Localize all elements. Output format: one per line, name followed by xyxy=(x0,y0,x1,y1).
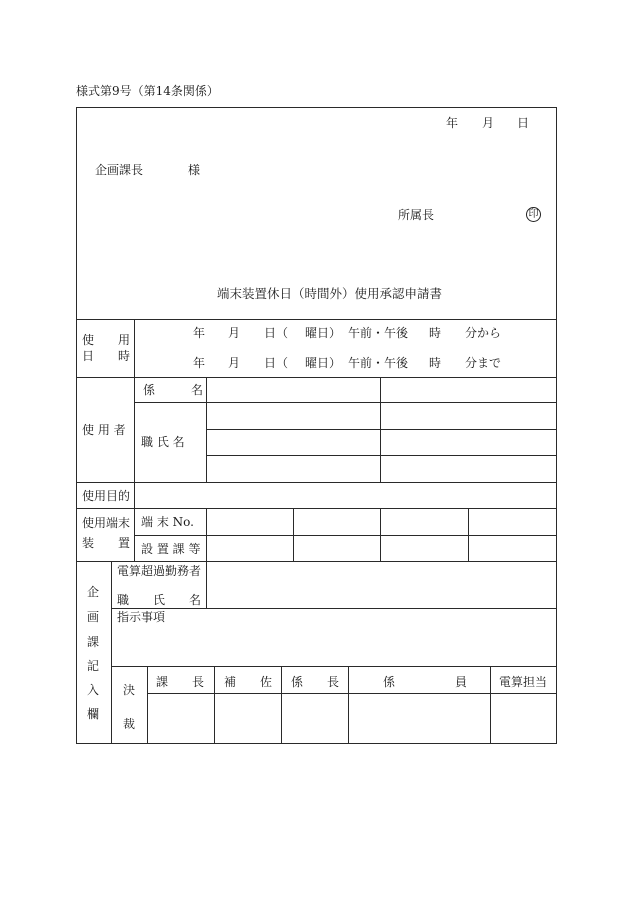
terminal-label-2: 装 置 xyxy=(82,536,131,550)
from-weekday: 曜日） xyxy=(305,326,342,340)
to-suffix: 分まで xyxy=(465,356,502,370)
page-title: 端末装置休日（時間外）使用承認申請書 xyxy=(217,286,443,301)
date-year-label: 年 xyxy=(446,116,459,130)
from-month: 月 xyxy=(228,326,241,340)
approval-col-section-chief: 課 長 xyxy=(156,675,205,689)
to-weekday: 曜日） xyxy=(305,356,342,370)
to-year: 年 xyxy=(193,356,206,370)
installation-dept-label: 設 置 課 等 xyxy=(141,542,201,556)
planning-label-char-1: 企 xyxy=(87,585,100,599)
usage-datetime-label-1: 使 用 xyxy=(82,333,131,347)
approval-col-computing: 電算担当 xyxy=(499,675,548,689)
from-year: 年 xyxy=(193,326,206,340)
planning-label-char-4: 記 xyxy=(87,659,100,673)
purpose-label: 使用目的 xyxy=(82,489,131,503)
addressee: 企画課長 xyxy=(95,163,144,177)
addressee-honorific: 様 xyxy=(188,163,201,177)
planning-label-char-3: 課 xyxy=(87,635,100,649)
usage-datetime-label-2: 日 時 xyxy=(82,349,131,363)
planning-label-char-2: 画 xyxy=(87,610,100,624)
terminal-label-1: 使用端末 xyxy=(82,516,131,530)
date-month-label: 月 xyxy=(482,116,495,130)
approval-col-subsection-chief: 係 長 xyxy=(291,675,340,689)
section-name-label: 係 名 xyxy=(143,383,204,397)
to-ampm: 午前・午後 xyxy=(348,356,409,370)
planning-label-char-6: 欄 xyxy=(87,707,100,721)
to-day: 日（ xyxy=(264,356,289,370)
from-suffix: 分から xyxy=(465,326,502,340)
from-hour: 時 xyxy=(429,326,442,340)
job-name-label: 職 氏 名 xyxy=(141,435,185,449)
instructions-label: 指示事項 xyxy=(117,610,166,624)
to-hour: 時 xyxy=(429,356,442,370)
applicant-label: 所属長 xyxy=(398,208,435,222)
form-number: 様式第9号（第14条関係） xyxy=(76,84,219,98)
terminal-no-label: 端 末 No. xyxy=(141,515,194,529)
approval-col-assistant: 補 佐 xyxy=(224,675,273,689)
user-label: 使 用 者 xyxy=(82,423,126,437)
from-ampm: 午前・午後 xyxy=(348,326,409,340)
from-day: 日（ xyxy=(264,326,289,340)
planning-label-char-5: 入 xyxy=(87,683,100,697)
date-day-label: 日 xyxy=(517,116,530,130)
overtime-name-label: 職 氏 名 xyxy=(117,593,202,607)
approval-char-1: 決 xyxy=(123,683,136,697)
seal-mark: 印 xyxy=(526,207,541,222)
overtime-worker-label: 電算超過勤務者 xyxy=(117,564,202,578)
approval-char-2: 裁 xyxy=(123,717,136,731)
approval-col-staff: 係 員 xyxy=(383,675,468,689)
to-month: 月 xyxy=(228,356,241,370)
